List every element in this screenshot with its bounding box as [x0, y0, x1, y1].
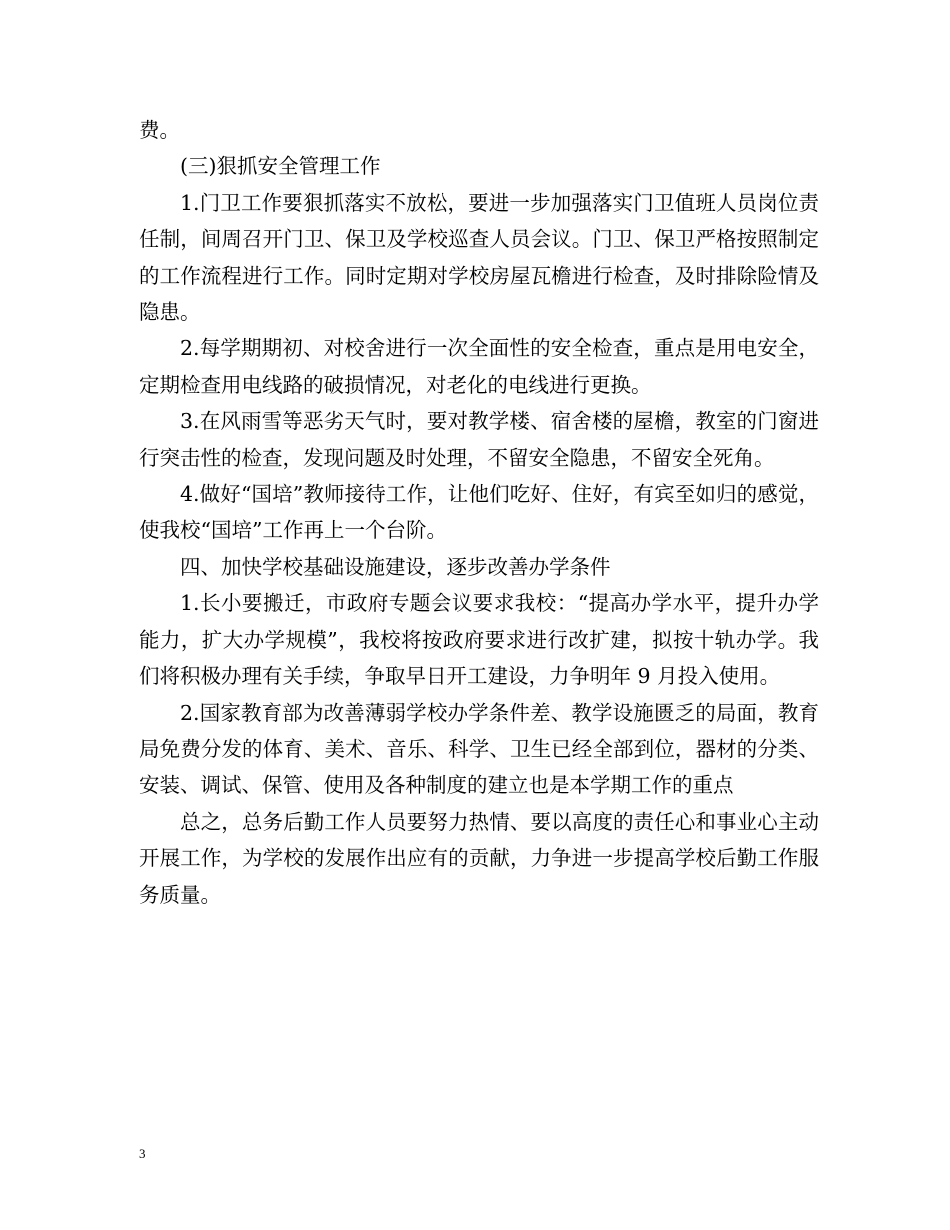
section-heading-infrastructure: 四、加快学校基础设施建设，逐步改善办学条件	[180, 554, 611, 579]
page-number: 3	[139, 1146, 146, 1161]
paragraph-equipment: 2.国家教育部为改善薄弱学校办学条件差、教学设施匮乏的局面，教育局免费分发的体育、美术、音乐、科学、卫生已经全部到位，器材的分类、安装、调试、保管、使用及各种制度的建立也是本学期工作的重点	[139, 700, 819, 798]
paragraph-continuation: 费。	[139, 118, 180, 142]
paragraph-electric-safety: 2.每学期期初、对校舍进行一次全面性的安全检查，重点是用电安全，定期检查用电线路的破损情况，对老化的电线进行更换。	[139, 336, 819, 397]
paragraph-summary: 总之，总务后勤工作人员要努力热情、要以高度的责任心和事业心主动开展工作，为学校的发展作出应有的贡献，力争进一步提高学校后勤工作服务质量。	[139, 809, 819, 907]
section-heading-safety: (三)狠抓安全管理工作	[180, 154, 381, 179]
paragraph-relocation: 1.长小要搬迁，市政府专题会议要求我校：“提高办学水平，提升办学能力，扩大办学规模”，我校将按政府要求进行改扩建，拟按十轨办学。我们将积极办理有关手续，争取早日开工建设，力争明年 9 月投入使用。	[139, 591, 819, 689]
paragraph-bad-weather: 3.在风雨雪等恶劣天气时，要对教学楼、宿舍楼的屋檐，教室的门窗进行突击性的检查，发现问题及时处理，不留安全隐患，不留安全死角。	[139, 409, 819, 470]
document-body	[139, 112, 819, 913]
paragraph-gate-duty: 1.门卫工作要狠抓落实不放松，要进一步加强落实门卫值班人员岗位责任制，间周召开门卫、保卫及学校巡查人员会议。门卫、保卫严格按照制定的工作流程进行工作。同时定期对学校房屋瓦檐进行检查，及时排除险情及隐患。	[139, 190, 819, 325]
paragraph-teacher-reception: 4.做好“国培”教师接待工作，让他们吃好、住好，有宾至如归的感觉，使我校“国培”工作再上一个台阶。	[139, 482, 819, 543]
